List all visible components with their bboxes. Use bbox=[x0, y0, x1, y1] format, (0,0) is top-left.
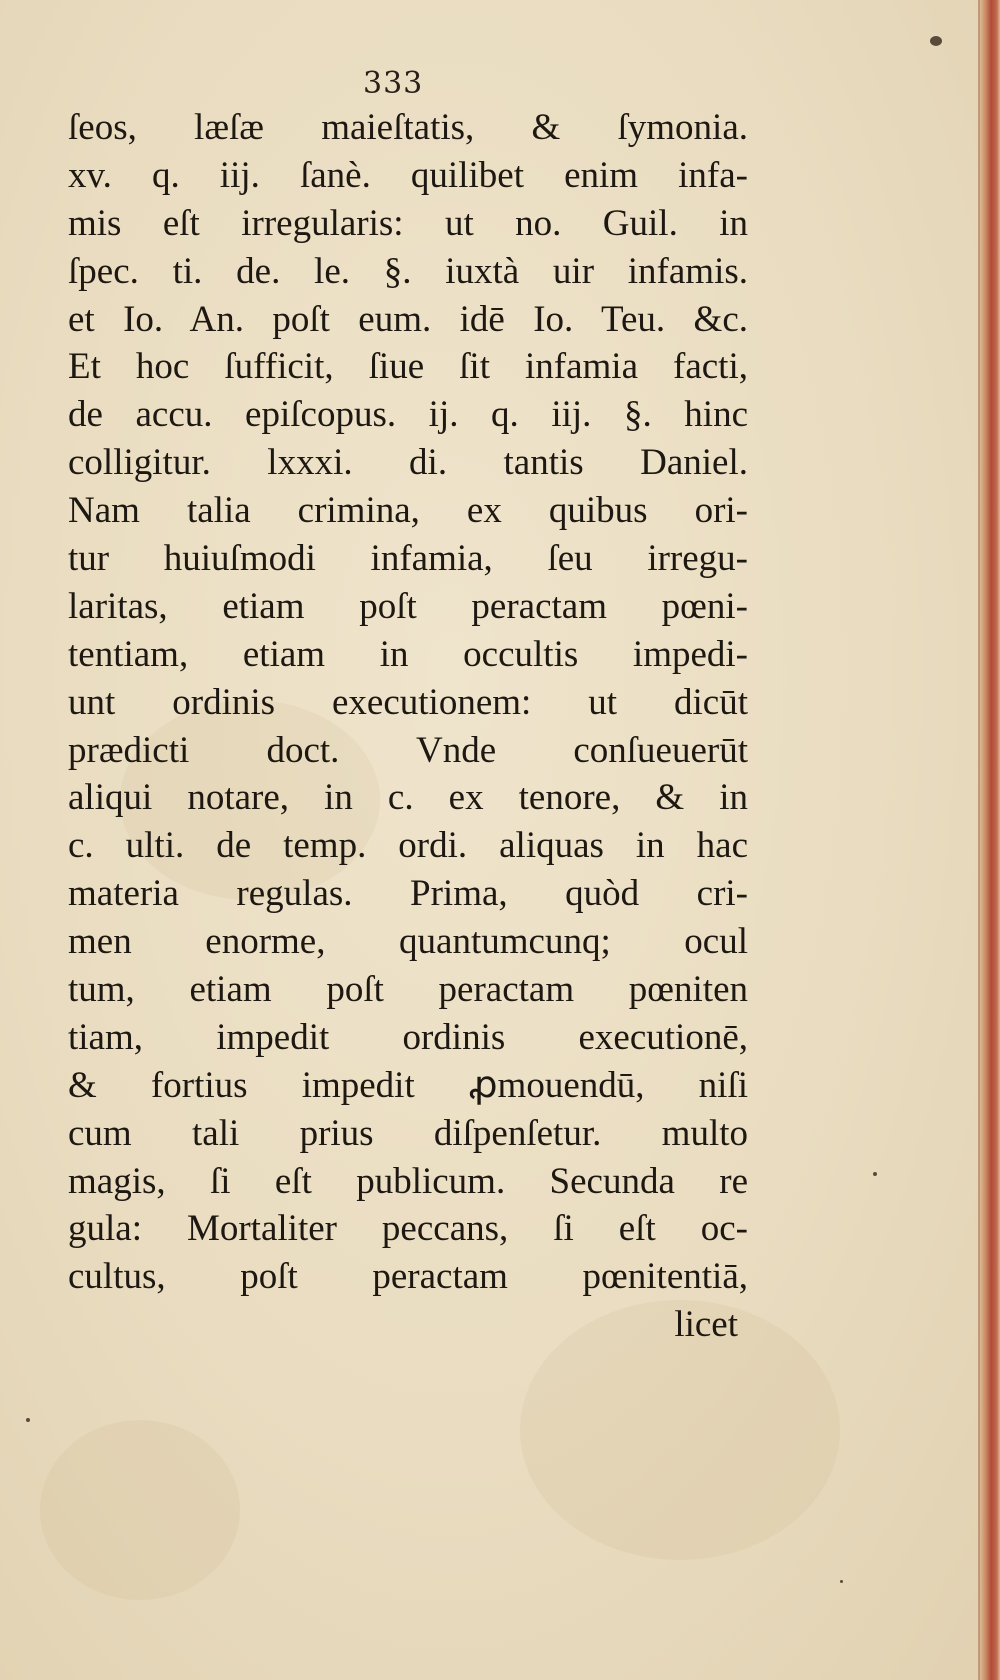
text-line: tiam, impedit ordinis executionē, bbox=[68, 1016, 748, 1058]
page-edge bbox=[978, 0, 1000, 1680]
text-line: mis eſt irregularis: ut no. Guil. in bbox=[68, 202, 748, 244]
text-line: cum tali prius diſpenſetur. multo bbox=[68, 1112, 748, 1154]
text-line: aliqui notare, in c. ex tenore, & in bbox=[68, 777, 748, 819]
text-line: prædicti doct. Vnde conſueuerūt bbox=[68, 729, 748, 771]
text-line: xv. q. iij. ſanè. quilibet enim infa- bbox=[68, 154, 748, 196]
text-line: & fortius impedit ꝓmouendū, niſi bbox=[68, 1064, 748, 1106]
text-line: et Io. An. poſt eum. idē Io. Teu. &c. bbox=[68, 298, 748, 340]
text-line: colligitur. lxxxi. di. tantis Daniel. bbox=[68, 442, 748, 484]
text-line: materia regulas. Prima, quòd cri- bbox=[68, 873, 748, 915]
text-line: gula: Mortaliter peccans, ſi eſt oc- bbox=[68, 1208, 748, 1250]
text-line: ſeos, læſæ maieſtatis, & ſymonia. bbox=[68, 107, 748, 148]
page-number: 333 bbox=[363, 66, 424, 101]
text-line: Nam talia crimina, ex quibus ori- bbox=[68, 490, 748, 532]
ink-speck bbox=[26, 1418, 30, 1422]
text-line: de accu. epiſcopus. ij. q. iij. §. hinc bbox=[68, 394, 748, 436]
ink-speck bbox=[873, 1172, 877, 1176]
catchword: licet bbox=[674, 1304, 738, 1346]
text-line: ſpec. ti. de. le. §. iuxtà uir infamis. bbox=[68, 250, 748, 292]
text-line: tum, etiam poſt peractam pœniten bbox=[68, 969, 748, 1011]
text-line: cultus, poſt peractam pœnitentiā, bbox=[68, 1256, 748, 1298]
text-line: Et hoc ſufficit, ſiue ſit infamia facti, bbox=[68, 346, 748, 388]
text-line: unt ordinis executionem: ut dicūt bbox=[68, 681, 748, 723]
paper-stain bbox=[40, 1420, 240, 1600]
text-line: men enorme, quantumcunq; ocul bbox=[68, 921, 748, 963]
ink-speck bbox=[840, 1580, 843, 1583]
text-line: magis, ſi eſt publicum. Secunda re bbox=[68, 1160, 748, 1202]
ink-speck bbox=[930, 36, 942, 46]
text-line: c. ulti. de temp. ordi. aliquas in hac bbox=[68, 825, 748, 867]
text-line: tur huiuſmodi infamia, ſeu irregu- bbox=[68, 538, 748, 580]
text-block bbox=[68, 104, 748, 1349]
text-line: laritas, etiam poſt peractam pœni- bbox=[68, 585, 748, 627]
text-line: tentiam, etiam in occultis impedi- bbox=[68, 633, 748, 675]
page-edge-line bbox=[978, 0, 980, 1680]
